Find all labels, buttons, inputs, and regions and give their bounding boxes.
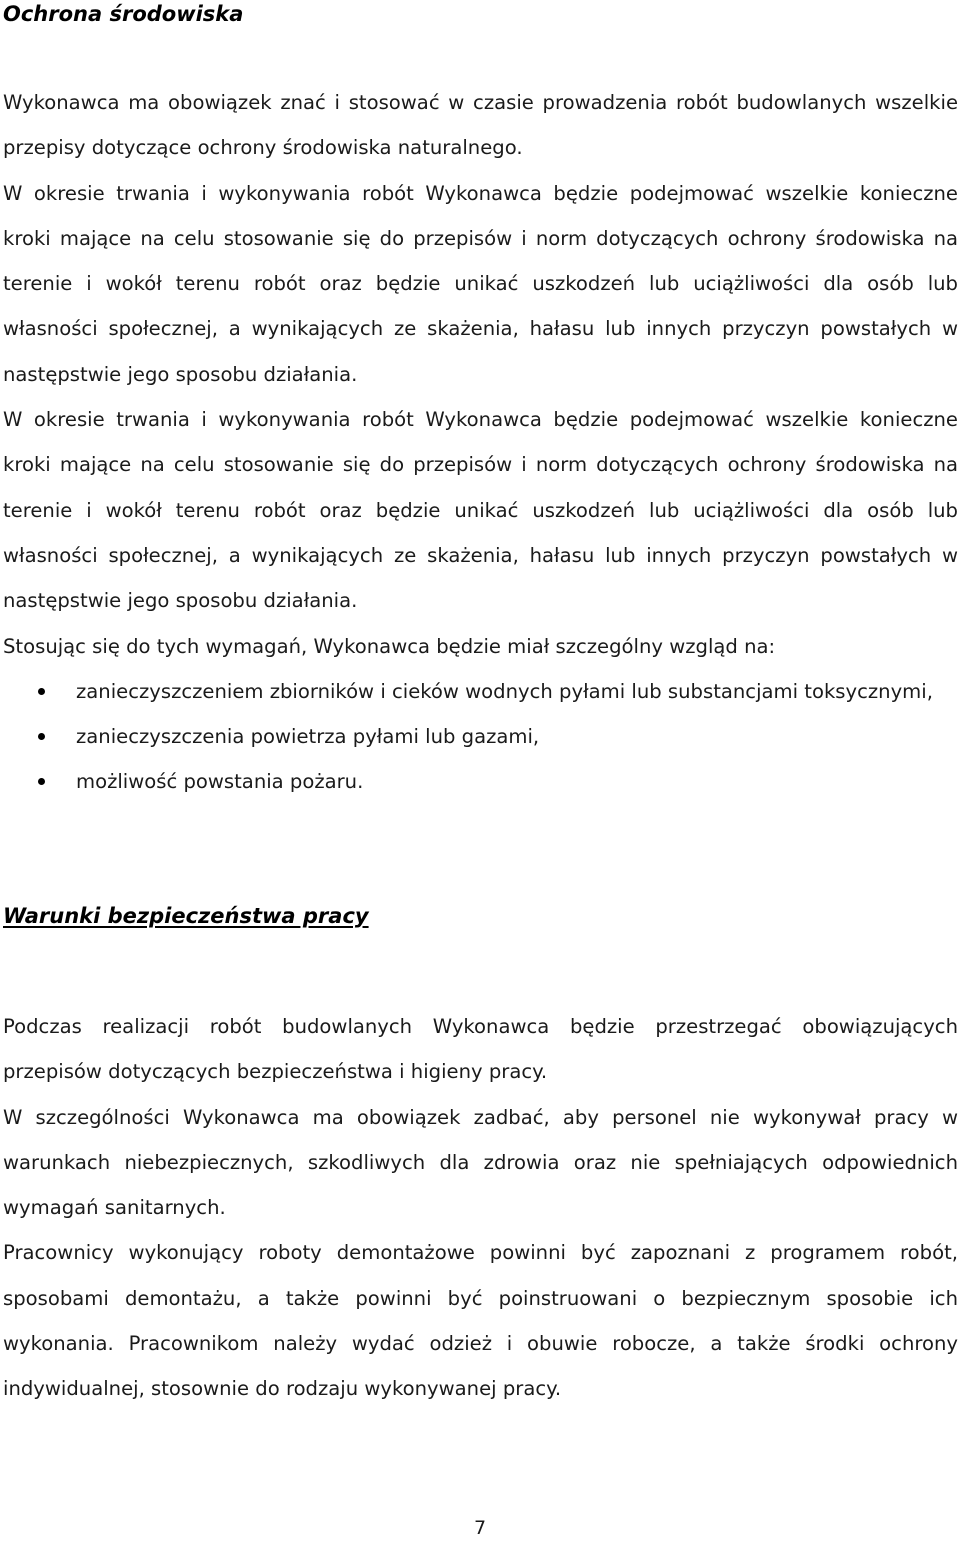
paragraph: Pracownicy wykonujący roboty demontażowe powinni być zapoznani z programem robót, sposobami demontażu, a także powinni być poinstruowani o bezpiecznym sposobie ich wykonania. Pracownikom należy wydać odzież i obuwie robocze, a także środki ochrony indywidualnej, stosownie do rodzaju wykonywanej pracy.: [3, 1241, 958, 1401]
paragraph: Wykonawca ma obowiązek znać i stosować w czasie prowadzenia robót budowlanych wszelkie przepisy dotyczące ochrony środowiska naturalnego.: [3, 91, 958, 160]
list-item: [3, 714, 958, 759]
bullet-icon: [38, 688, 45, 695]
list-item-text: zanieczyszczeniem zbiorników i cieków wodnych pyłami lub substancjami toksycznymi,: [76, 679, 933, 703]
bullet-icon: [38, 733, 45, 740]
bullet-list: [3, 669, 958, 805]
list-item-text: możliwość powstania pożaru.: [76, 770, 364, 794]
list-item: [3, 759, 958, 804]
paragraph: W okresie trwania i wykonywania robót Wykonawca będzie podejmować wszelkie konieczne kroki mające na celu stosowanie się do przepisów i norm dotyczących ochrony środowiska na terenie i wokół terenu robót oraz będzie unikać uszkodzeń lub uciążliwości dla osób lub własności społecznej, a wynikających ze skażenia, hałasu lub innych przyczyn powstałych w następstwie jego sposobu działania.: [3, 181, 958, 386]
bullet-icon: [38, 778, 45, 785]
section-heading-safety: Warunki bezpieczeństwa pracy: [3, 904, 369, 928]
list-item: [3, 669, 958, 714]
page-number: 7: [473, 1517, 487, 1539]
section-body-environment: [3, 80, 958, 805]
section-body-safety: [3, 1004, 958, 1412]
list-item-text: zanieczyszczenia powietrza pyłami lub gazami,: [76, 725, 540, 749]
paragraph: Podczas realizacji robót budowlanych Wykonawca będzie przestrzegać obowiązujących przepisów dotyczących bezpieczeństwa i higieny pracy.: [3, 1015, 958, 1084]
section-heading-environment: Ochrona środowiska: [3, 2, 244, 26]
paragraph: W okresie trwania i wykonywania robót Wykonawca będzie podejmować wszelkie konieczne kroki mające na celu stosowanie się do przepisów i norm dotyczących ochrony środowiska na terenie i wokół terenu robót oraz będzie unikać uszkodzeń lub uciążliwości dla osób lub własności społecznej, a wynikających ze skażenia, hałasu lub innych przyczyn powstałych w następstwie jego sposobu działania.: [3, 408, 958, 613]
paragraph: Stosując się do tych wymagań, Wykonawca będzie miał szczególny wzgląd na:: [3, 634, 776, 658]
paragraph: W szczególności Wykonawca ma obowiązek zadbać, aby personel nie wykonywał pracy w warunkach niebezpiecznych, szkodliwych dla zdrowia oraz nie spełniających odpowiednich wymagań sanitarnych.: [3, 1105, 958, 1220]
